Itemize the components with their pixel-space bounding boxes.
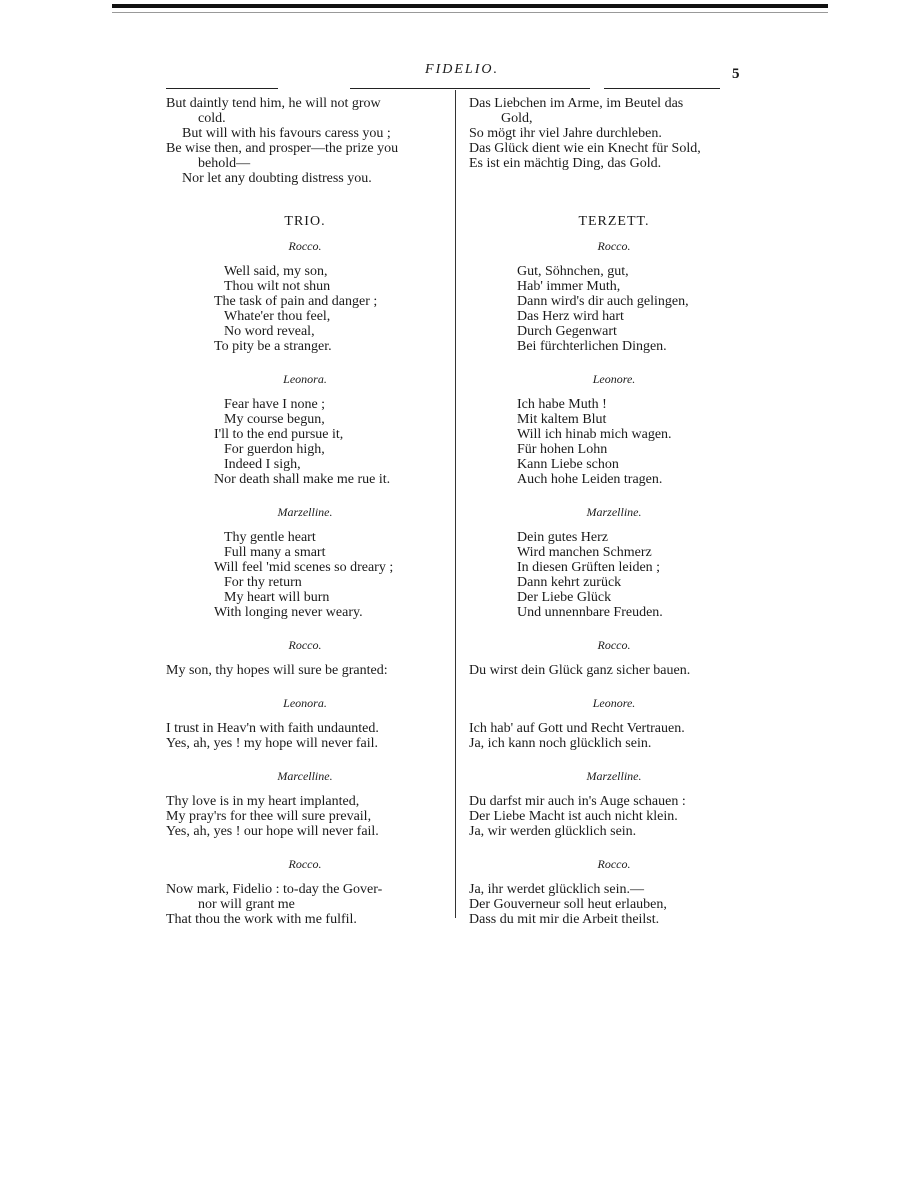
verse-line: That thou the work with me fulfil.: [166, 912, 357, 927]
verse-line: I trust in Heav'n with faith undaunted.: [166, 721, 379, 736]
verse-line: Yes, ah, yes ! my hope will never fail.: [166, 736, 379, 751]
top-rule-thin: [112, 12, 828, 13]
speaker-label: Rocco.: [597, 857, 631, 871]
verse-line: Bei fürchterlichen Dingen.: [517, 339, 667, 354]
speaker-label: Leonora.: [283, 372, 327, 386]
speaker-label: Rocco.: [597, 239, 631, 253]
stanza: [469, 721, 759, 751]
speaker-label: Rocco.: [288, 239, 322, 253]
verse-line: Nor let any doubting distress you.: [182, 171, 372, 186]
stanza: [166, 530, 444, 620]
section-title: TRIO.: [284, 214, 326, 229]
stanza: [166, 794, 444, 839]
verse-line: The task of pain and danger ;: [214, 294, 378, 309]
header-rule-left: [166, 88, 278, 89]
verse-line: Will ich hinab mich wagen.: [517, 427, 672, 442]
verse-line: Für hohen Lohn: [517, 442, 608, 457]
verse-line: Es ist ein mächtig Ding, das Gold.: [469, 156, 662, 171]
top-rule-thick: [112, 4, 828, 8]
verse-line: Hab' immer Muth,: [517, 279, 621, 294]
header-rule-right: [604, 88, 720, 89]
english-intro: [166, 96, 444, 186]
page-number: 5: [732, 66, 740, 82]
stanza: [469, 794, 759, 839]
speaker-label: Leonore.: [592, 372, 636, 386]
verse-line: nor will grant me: [198, 897, 295, 912]
verse-line: But will with his favours caress you ;: [182, 126, 391, 141]
verse-line: Ich habe Muth !: [517, 397, 607, 412]
stanza: [166, 264, 444, 354]
verse-line: Whate'er thou feel,: [224, 309, 331, 324]
verse-line: So mögt ihr viel Jahre durchleben.: [469, 126, 662, 141]
verse-line: Well said, my son,: [224, 264, 328, 279]
verse-line: My pray'rs for thee will sure prevail,: [166, 809, 372, 824]
speaker-label: Leonore.: [592, 696, 636, 710]
stanza: [166, 721, 444, 751]
verse-line: Will feel 'mid scenes so dreary ;: [214, 560, 394, 575]
section-title: TERZETT.: [578, 214, 650, 229]
verse-line: For guerdon high,: [224, 442, 325, 457]
verse-line: Ja, ich kann noch glücklich sein.: [469, 736, 652, 751]
speaker-label: Rocco.: [288, 857, 322, 871]
header-rule-middle: [350, 88, 590, 89]
speaker-label: Rocco.: [597, 638, 631, 652]
german-column: [469, 96, 759, 927]
verse-line: To pity be a stranger.: [214, 339, 332, 354]
verse-line: Kann Liebe schon: [517, 457, 619, 472]
verse-line: Dann kehrt zurück: [517, 575, 622, 590]
verse-line: Dein gutes Herz: [517, 530, 608, 545]
verse-line: Wird manchen Schmerz: [517, 545, 652, 560]
verse-line: I'll to the end pursue it,: [214, 427, 344, 442]
speaker-label: Marzelline.: [277, 505, 333, 519]
stanza: [469, 882, 759, 927]
stanza: [469, 397, 759, 487]
verse-line: Be wise then, and prosper—the prize you: [166, 141, 399, 156]
speaker-label: Rocco.: [288, 638, 322, 652]
german-intro: [469, 96, 759, 171]
stanza: [166, 882, 444, 927]
verse-line: But daintly tend him, he will not grow: [166, 96, 381, 111]
verse-line: Du darfst mir auch in's Auge schauen :: [469, 794, 686, 809]
verse-line: Mit kaltem Blut: [517, 412, 607, 427]
verse-line: Thou wilt not shun: [224, 279, 331, 294]
stanza: [469, 530, 759, 620]
verse-line: Dann wird's dir auch gelingen,: [517, 294, 689, 309]
stanza: [166, 663, 444, 678]
verse-line: Fear have I none ;: [224, 397, 326, 412]
verse-line: Der Gouverneur soll heut erlauben,: [469, 897, 667, 912]
verse-line: Und unnennbare Freuden.: [517, 605, 663, 620]
verse-line: Das Liebchen im Arme, im Beutel das: [469, 96, 684, 111]
verse-line: Dass du mit mir die Arbeit theilst.: [469, 912, 660, 927]
english-column: [166, 96, 444, 927]
running-title: FIDELIO.: [425, 62, 499, 77]
verse-line: Thy love is in my heart implanted,: [166, 794, 360, 809]
verse-line: Das Glück dient wie ein Knecht für Sold,: [469, 141, 701, 156]
verse-line: Full many a smart: [224, 545, 326, 560]
speaker-label: Marzelline.: [586, 769, 642, 783]
verse-line: Durch Gegenwart: [517, 324, 617, 339]
speaker-label: Marcelline.: [277, 769, 333, 783]
stanza: [166, 397, 444, 487]
verse-line: My course begun,: [224, 412, 325, 427]
verse-line: Now mark, Fidelio : to-day the Gover-: [166, 882, 383, 897]
verse-line: Auch hohe Leiden tragen.: [517, 472, 663, 487]
verse-line: Ja, ihr werdet glücklich sein.—: [469, 882, 644, 897]
verse-line: Ich hab' auf Gott und Recht Vertrauen.: [469, 721, 685, 736]
stanza: [469, 663, 759, 678]
verse-line: Der Liebe Glück: [517, 590, 612, 605]
verse-line: Gut, Söhnchen, gut,: [517, 264, 629, 279]
verse-line: behold—: [198, 156, 251, 171]
verse-line: Gold,: [501, 111, 533, 126]
verse-line: My heart will burn: [224, 590, 330, 605]
column-divider: [455, 90, 456, 918]
verse-line: Ja, wir werden glücklich sein.: [469, 824, 637, 839]
verse-line: In diesen Grüften leiden ;: [517, 560, 661, 575]
verse-line: For thy return: [224, 575, 302, 590]
verse-line: Nor death shall make me rue it.: [214, 472, 391, 487]
verse-line: No word reveal,: [224, 324, 315, 339]
verse-line: Indeed I sigh,: [224, 457, 301, 472]
verse-line: My son, thy hopes will sure be granted:: [166, 663, 388, 678]
speaker-label: Marzelline.: [586, 505, 642, 519]
verse-line: With longing never weary.: [214, 605, 363, 620]
verse-line: Yes, ah, yes ! our hope will never fail.: [166, 824, 379, 839]
stanza: [469, 264, 759, 354]
verse-line: Der Liebe Macht ist auch nicht klein.: [469, 809, 678, 824]
verse-line: cold.: [198, 111, 226, 126]
speaker-label: Leonora.: [283, 696, 327, 710]
verse-line: Thy gentle heart: [224, 530, 316, 545]
verse-line: Das Herz wird hart: [517, 309, 624, 324]
verse-line: Du wirst dein Glück ganz sicher bauen.: [469, 663, 691, 678]
